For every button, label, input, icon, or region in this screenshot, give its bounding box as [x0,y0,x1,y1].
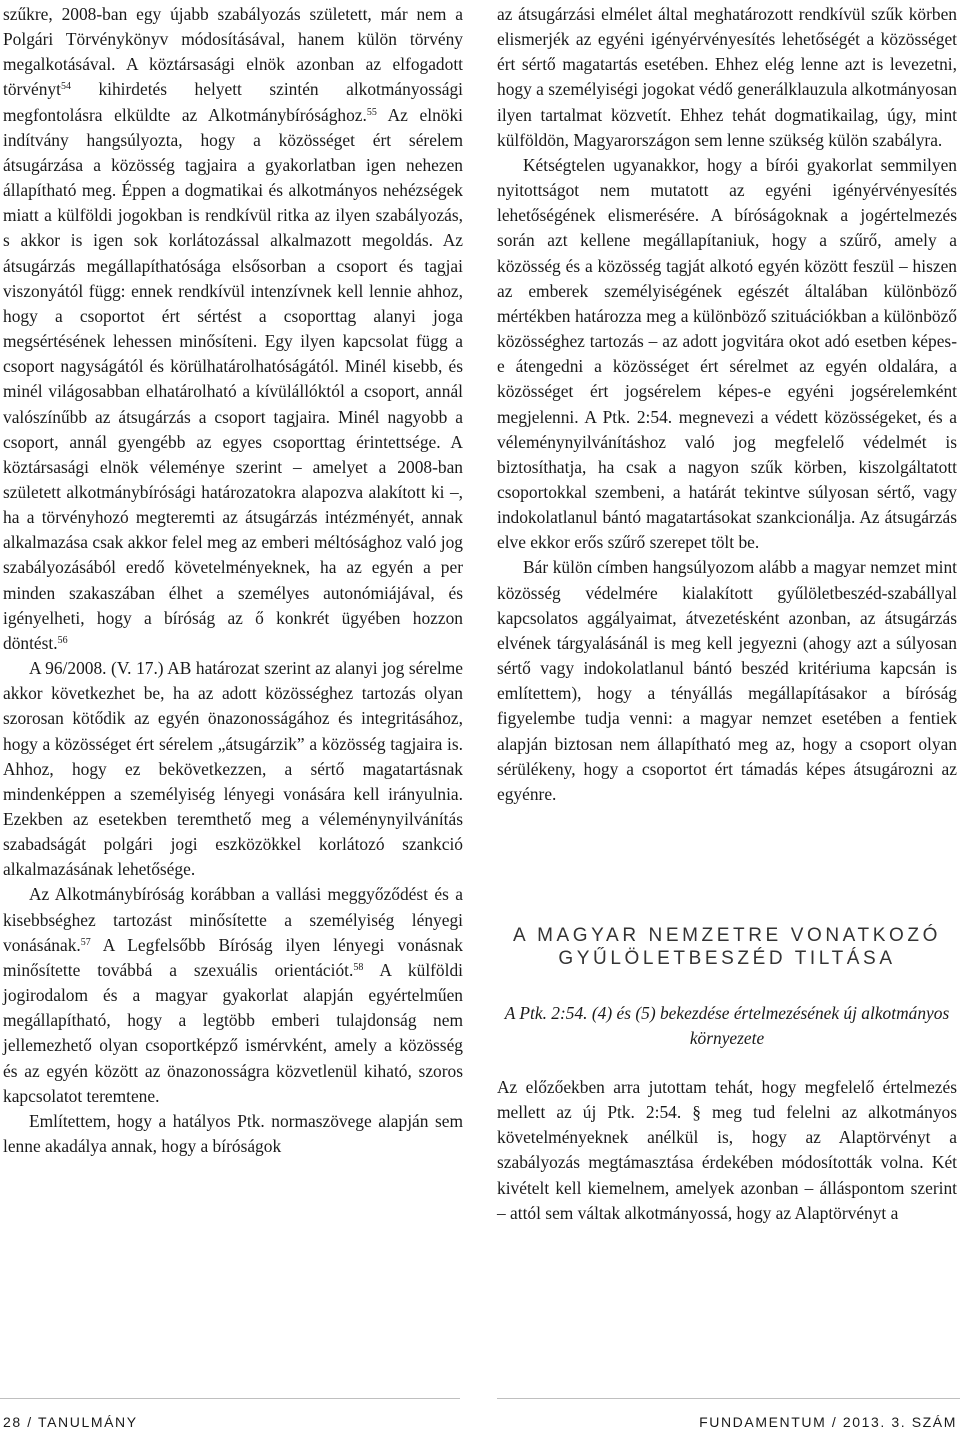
footnote-ref-58[interactable]: 58 [353,961,364,973]
footer-divider [497,1398,960,1399]
footnote-ref-54[interactable]: 54 [60,81,71,93]
paragraph: az átsugárzási elmélet által meghatározott rendkívül szűk körben elismerjék az egyéni igényérvényesítés lehetőségét a közösséget ért sértő magatartás esetében. Ehhez elég lenne azt is levezetni, hogy a személyiségi jogokat védő generálklauzula alkotmányosan ilyen tartalmat közvetít. Ehhez tehát dogmatikailag, úgy, mint külföldön, Magyarországon sem lenne szükség külön szabályra. [497,4,957,150]
text: A Legfelsőbb Bíróság ilyen lényegi vonásnak minősítette továbbá a szexuális orientációt. [3,934,463,980]
text: Az Alkotmánybíróság korábban a vallási meggyőződést és a kisebbséghez tartozást minősítette a személyiség lényegi vonásának. [3,884,463,955]
paragraph: Említettem, hogy a hatályos Ptk. normaszövege alapján sem lenne akadálya annak, hogy a bíróságok [3,1110,463,1157]
text: szűkre, 2008-ban egy újabb szabályozás született, már nem a Polgári Törvénykönyv módosításával, hanem külön törvény megalkotásával. A köztársasági elnök azonban az elfogadott törvényt [3,4,463,100]
footer-page-label: 28 / TANULMÁNY [3,1414,138,1430]
footer-journal-label: FUNDAMENTUM / 2013. 3. SZÁM [699,1414,957,1430]
section-title: A MAGYAR NEMZETRE VONATKOZÓ GYŰLÖLETBESZÉD TILTÁSA [513,925,941,969]
paragraph: Kétségtelen ugyanakkor, hogy a bírói gyakorlat semmilyen nyitottságot nem mutatott az egyéni igényérvényesítés lehetőségének elismerésére. A bíróságoknak a jogértelmezés során azt kellene megállapítaniuk, hogy a szűrő, amely a közösség és a közösség tagját alkotó egyén között feszül – hiszen az emberek személyiségének egészét általában különböző mértékben határozza meg a különböző szituációkban a különböző közösséghez tartozás – az adott jogvitára okot adó esetben képes-e átengedni a közösséget ért sérelmet az egyén oldalára, a közösséget ért jogsérelem képes-e egyéni jogsérelemként megjelenni. A Ptk. 2:54. megnevezi a védett közösségeket, és a véleménynyilvánításhoz való jog megfelelő védelmét is biztosíthatja, ha csak a nagyon szűk körben, kiszolgáltatott csoportokkal szembeni, a határát tekintve súlyosan sértő, vagy indokolatlanul bántó magatartásokat szankcionálja. Az átsugárzás elve ekkor erős szűrő szerepet tölt be. [497,154,957,553]
footnote-ref-56[interactable]: 56 [57,634,68,646]
right-column [497,2,957,1226]
footnote-ref-57[interactable]: 57 [80,936,91,948]
footnote-ref-55[interactable]: 55 [366,106,377,118]
paragraph [3,882,463,1108]
paragraph: Az előzőekben arra jutottam tehát, hogy megfelelő értelmezés mellett az új Ptk. 2:54. § meg tud felelni az alkotmányos követelményeknek anélkül is, hogy az Alaptörvényt a szabályozás megtámasztása érdekében módosították volna. Két kivételt kell kiemelnem, amelyek azonban – álláspontom szerint – attól sem váltak alkotmányossá, hogy az Alaptörvényt a [497,1077,957,1223]
text: A külföldi jogirodalom és a magyar gyakorlat alapján egyértelműen megállapítható, hogy a legtöbb emberi tulajdonság nem jellemezhető olyan csoportképző ismérvként, amely a közösség és az egyén között az önazonosságra közvetlenül kiható, szoros kapcsolatot teremtene. [3,959,463,1106]
footer-divider [0,1398,460,1399]
paragraph: Bár külön címben hangsúlyozom alább a magyar nemzet mint közösség védelmére kialakított gyűlöletbeszéd-szabállyal kapcsolatos aggályaimat, átvezetésként azonban, az átsugárzás elvének tárgyalásánál is meg kell jegyezni (ahogy azt a súlyosan sértő vagy indokolatlanul bántó beszéd kritériuma kapcsán is említettem), hogy a tényállás megállapításakor a bíróság figyelembe tudja venni: a magyar nemzet esetében a fentiek alapján biztosan nem állapítható meg az, hogy a csoport olyan sérülékeny, hogy a csoportot ért támadás képes átsugározni az egyénre. [497,557,957,804]
text: Az elnöki indítvány hangsúlyozta, hogy a közösséget ért sérelem átsugárzása a közösség tagjaira a gyakorlatban igen nehezen állapítható meg. Éppen a dogmatikai és alkotmányos nehézségek miatt a külföldi jogokban is rendkívül ritka az ilyen szabályozás, s akkor is igen sok korlátozással alkalmazott megoldás. Az átsugárzás megállapíthatósága elsősorban a csoport és tagjai viszonyától függ: ennek rendkívül intenzívnek kell lennie ahhoz, hogy a csoportot ért sértést a csoporttag alanyi joga megsértésének lehessen minősíteni. Egy ilyen kapcsolat függ a csoport nagyságától és körülhatárolhatóságától. Minél kisebb, és minél világosabban elhatárolható a kívülállóktól a csoport, annál valószínűbb az átsugárzás a csoport tagjaira. Minél nagyobb a csoport, annál gyengébb az egyes csoporttag érintettsége. A köztársasági elnök véleménye szerint – amelyet a 2008-ban született alkotmánybírósági határozatokra alapozva alakított ki –, ha a törvényhozó megteremti az átsugárzás intézményét, annak alkalmazása csak akkor felel meg az emberi méltósághoz való jog szabályozásából eredő követelményeknek, ha az egyén a per minden szakaszában élhet a személyes autonómiájával, és igényelheti, hogy a bíróság az ő konkrét ügyében hozzon döntést. [3,104,464,653]
paragraph [3,2,463,656]
text: kihirdetés helyett szintén alkotmányossági megfontolásra elküldte az Alkotmánybírósághoz. [3,79,463,125]
left-column [3,2,463,1159]
section-subtitle: A Ptk. 2:54. (4) és (5) bekezdése értelmezésének új alkotmányos környezete [504,1003,950,1048]
paragraph: A 96/2008. (V. 17.) AB határozat szerint az alanyi jog sérelme akkor következhet be, ha az adott közösséghez tartozás olyan szorosan kötődik az egyén önazonosságához és integritásához, hogy a közösséget ért sérelem „átsugárzik” a közösség tagjaira is. Ahhoz, hogy ez bekövetkezzen, a sértő magatartásnak mindenképpen a személyiség lényegi vonására kell irányulnia. Ezekben az esetekben teremthető meg a véleménynyilvánítás szabadságát polgári jogi eszközökkel korlátozó szankció alkalmazásának lehetősége. [3,658,463,880]
